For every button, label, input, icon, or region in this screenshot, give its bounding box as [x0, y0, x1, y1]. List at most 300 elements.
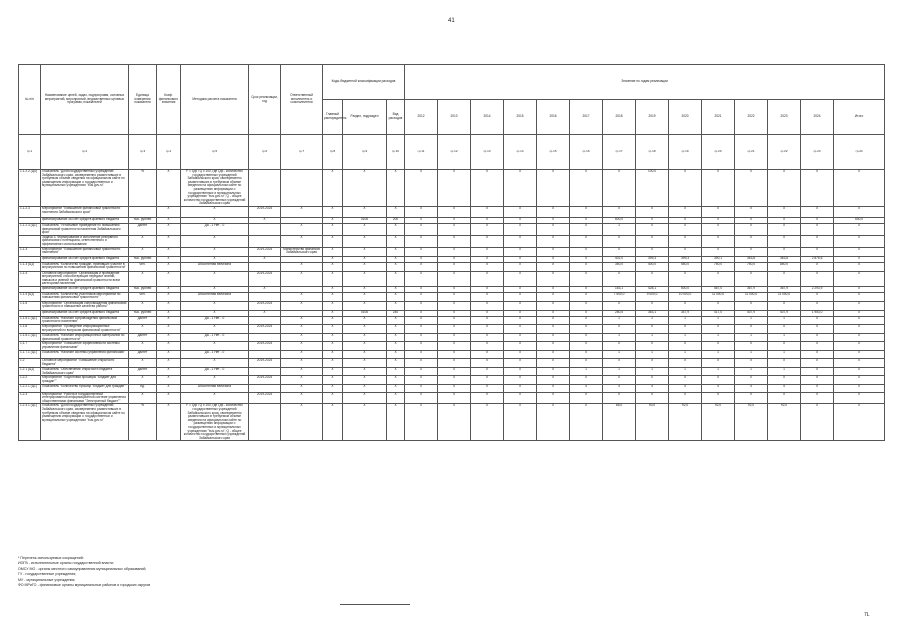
- row-value: X: [801, 316, 834, 324]
- header-responsible: Ответственный исполнитель и соисполнители: [281, 65, 323, 135]
- row-value: X: [438, 256, 471, 262]
- row-value: 1: [735, 368, 768, 376]
- header-num: № п/п: [19, 65, 41, 135]
- row-unit: чел.: [129, 292, 157, 301]
- row-value: X: [438, 301, 471, 310]
- row-value: X: [570, 334, 603, 342]
- row-value: X: [471, 316, 504, 324]
- row-value: X: [570, 325, 603, 334]
- row-value: X: [669, 170, 702, 207]
- column-number: гр.6: [249, 135, 281, 170]
- row-value: X: [438, 376, 471, 384]
- row-name: Показатель "Наличие сопровождения финансовой грамотности населения": [41, 316, 129, 324]
- row-value: 1: [768, 351, 801, 359]
- page-number: 41: [448, 18, 455, 24]
- row-grbs: X: [323, 384, 343, 392]
- row-value: X: [537, 217, 570, 223]
- row-value: X: [537, 292, 570, 301]
- row-value: X: [603, 342, 636, 351]
- row-value: X: [504, 217, 537, 223]
- row-method: Да - 1 Нет - 0: [181, 316, 249, 324]
- row-value: X: [504, 206, 537, 217]
- row-value: X: [471, 217, 504, 223]
- column-number: гр.15: [537, 135, 570, 170]
- row-value: 85,0: [603, 404, 636, 441]
- row-value: X: [768, 392, 801, 404]
- row-value: X: [801, 223, 834, 235]
- row-value: X: [504, 262, 537, 271]
- row-coef: X: [157, 392, 181, 404]
- row-expense: X: [387, 301, 405, 310]
- row-value: 1: [669, 334, 702, 342]
- row-value: X: [801, 376, 834, 384]
- row-expense: 200: [387, 217, 405, 223]
- row-value: X: [537, 404, 570, 441]
- row-value: X: [537, 206, 570, 217]
- row-responsible: X: [281, 368, 323, 376]
- row-value: 1: [735, 351, 768, 359]
- column-number: гр.4: [157, 135, 181, 170]
- row-expense: X: [387, 170, 405, 207]
- row-value: X: [405, 235, 438, 247]
- footer-rule: [340, 604, 410, 605]
- row-value: 750,0: [735, 262, 768, 271]
- row-value: 399,3: [636, 256, 669, 262]
- row-value: X: [537, 170, 570, 207]
- row-value: X: [471, 301, 504, 310]
- row-value: X: [537, 271, 570, 286]
- row-value: 4: [669, 384, 702, 392]
- header-budget-codes: Коды бюджетной классификации расходов: [323, 65, 405, 100]
- row-value: 1: [603, 334, 636, 342]
- row-method: X: [181, 235, 249, 247]
- header-year: Итого: [834, 100, 885, 135]
- header-year: 2023: [768, 100, 801, 135]
- row-grbs: X: [323, 256, 343, 262]
- row-grbs: X: [323, 392, 343, 404]
- row-value: X: [834, 206, 885, 217]
- header-section: Раздел, подраздел: [343, 100, 387, 135]
- row-value: X: [405, 256, 438, 262]
- row-value: X: [636, 342, 669, 351]
- row-value: 407,9: [735, 310, 768, 316]
- row-expense: X: [387, 286, 405, 292]
- column-number: гр.20: [702, 135, 735, 170]
- row-expense: X: [387, 384, 405, 392]
- row-value: X: [504, 351, 537, 359]
- row-number: 1.1.2.2 (Ц4): [19, 170, 41, 207]
- row-value: X: [504, 247, 537, 256]
- row-value: X: [471, 351, 504, 359]
- row-method: Абсолютная величина: [181, 384, 249, 392]
- row-value: X: [768, 359, 801, 368]
- row-value: X: [570, 235, 603, 247]
- row-name: Мероприятие "Работа в государственной интегрированной информационной системе управления общественными финансами "Электронный бюджет"": [41, 392, 129, 404]
- row-grbs: X: [323, 351, 343, 359]
- row-method: X: [181, 392, 249, 404]
- row-value: X: [636, 223, 669, 235]
- row-number: 1.1.3 (Ц1): [19, 262, 41, 271]
- row-value: 1: [702, 368, 735, 376]
- row-number: 1.1.4: [19, 271, 41, 286]
- row-expense: X: [387, 376, 405, 384]
- row-method: Да - 1 Нет - 0: [181, 334, 249, 342]
- row-value: X: [405, 342, 438, 351]
- row-value: X: [405, 223, 438, 235]
- row-value: X: [735, 217, 768, 223]
- row-value: X: [504, 325, 537, 334]
- row-value: 1: [669, 368, 702, 376]
- row-grbs: X: [323, 359, 343, 368]
- row-value: X: [801, 235, 834, 247]
- table-row: [19, 247, 885, 256]
- row-grbs: X: [323, 262, 343, 271]
- row-value: X: [537, 235, 570, 247]
- row-value: 390,1: [702, 256, 735, 262]
- row-value: 4: [735, 384, 768, 392]
- column-number: гр.22: [768, 135, 801, 170]
- row-value: 350,0: [603, 262, 636, 271]
- row-expense: X: [387, 292, 405, 301]
- row-unit: X: [129, 376, 157, 384]
- row-coef: X: [157, 334, 181, 342]
- note-line: МУ - муниципальные учреждения;: [18, 577, 76, 582]
- row-name: Мероприятие "Проведение информационных мероприятий по вопросам финансовой грамотности": [41, 325, 129, 334]
- column-number: гр.8: [323, 135, 343, 170]
- row-value: X: [405, 262, 438, 271]
- row-value: 1: [702, 351, 735, 359]
- row-number: 1.2.2.1 (Ц1): [19, 384, 41, 392]
- row-value: X: [504, 235, 537, 247]
- row-expense: X: [387, 256, 405, 262]
- row-value: 1: [735, 316, 768, 324]
- row-method: X: [181, 376, 249, 384]
- row-value: X: [603, 271, 636, 286]
- row-value: X: [636, 376, 669, 384]
- column-number: гр.13: [471, 135, 504, 170]
- row-section: X: [343, 206, 387, 217]
- row-value: X: [438, 223, 471, 235]
- row-value: X: [537, 342, 570, 351]
- row-value: X: [504, 170, 537, 207]
- row-value: X: [735, 392, 768, 404]
- row-coef: X: [157, 359, 181, 368]
- row-value: X: [471, 392, 504, 404]
- row-value: X: [834, 235, 885, 247]
- row-method: Абсолютная величина: [181, 292, 249, 301]
- row-unit: тыс. рублей: [129, 256, 157, 262]
- row-number: 1.1.5: [19, 301, 41, 310]
- row-method: Абсолютная величина: [181, 262, 249, 271]
- row-value: X: [504, 368, 537, 376]
- row-grbs: X: [323, 271, 343, 286]
- row-coef: X: [157, 206, 181, 217]
- row-value: X: [636, 217, 669, 223]
- row-unit: X: [129, 271, 157, 286]
- row-unit: да/нет: [129, 223, 157, 235]
- row-section: 0106: [343, 217, 387, 223]
- row-value: X: [834, 170, 885, 207]
- table-row: [19, 392, 885, 404]
- row-coef: X: [157, 325, 181, 334]
- row-value: X: [504, 316, 537, 324]
- row-unit: да/нет: [129, 351, 157, 359]
- row-value: 1: [702, 316, 735, 324]
- row-name: Показатель "Обеспечение открытости бюджета Забайкальского края": [41, 368, 129, 376]
- row-coef: X: [157, 316, 181, 324]
- row-value: X: [438, 271, 471, 286]
- row-value: X: [570, 351, 603, 359]
- row-number: [19, 235, 41, 247]
- row-responsible: X: [281, 376, 323, 384]
- row-method: Да - 1 Нет - 0: [181, 223, 249, 235]
- row-term: [249, 223, 281, 235]
- row-name: Показатель "Доля государственных учреждений Забайкальского края, своевременно разместивших в требуемом объеме сведения на официальном сайте по размещению информации о государственных и муниципальных учреждениях "bus.gov.ru": [41, 404, 129, 441]
- column-number: гр.3: [129, 135, 157, 170]
- row-value: 850,0: [768, 262, 801, 271]
- row-value: X: [834, 376, 885, 384]
- row-grbs: X: [323, 170, 343, 207]
- row-name: Показатель "Наличие информационных материалов по финансовой грамотности": [41, 334, 129, 342]
- row-value: X: [834, 392, 885, 404]
- row-value: X: [537, 256, 570, 262]
- row-number: 1.1.5.1 (Ц1): [19, 316, 41, 324]
- row-value: X: [405, 247, 438, 256]
- row-number: 1.1.3: [19, 247, 41, 256]
- row-coef: X: [157, 170, 181, 207]
- note-line: ФО МРиГО - финансовые органы муниципальных районов и городских округов: [18, 583, 151, 588]
- row-grbs: X: [323, 301, 343, 310]
- row-term: 2019-2024: [249, 271, 281, 286]
- row-term: [249, 384, 281, 392]
- row-value: 11 000,0: [735, 292, 768, 301]
- row-responsible: X: [281, 351, 323, 359]
- row-grbs: X: [323, 206, 343, 217]
- row-name: Показатель "Количество брошюр "Бюджет для граждан"": [41, 384, 129, 392]
- row-value: X: [702, 392, 735, 404]
- row-coef: X: [157, 351, 181, 359]
- row-value: X: [570, 359, 603, 368]
- row-value: X: [537, 310, 570, 316]
- row-coef: X: [157, 342, 181, 351]
- row-value: X: [735, 170, 768, 207]
- row-value: 402,0: [603, 256, 636, 262]
- row-value: X: [471, 334, 504, 342]
- row-value: 363,8: [768, 256, 801, 262]
- row-value: X: [471, 384, 504, 392]
- row-value: 1: [702, 334, 735, 342]
- table-row: [19, 292, 885, 301]
- row-value: X: [438, 286, 471, 292]
- row-name: Основное мероприятие "Повышение открытости бюджета": [41, 359, 129, 368]
- row-value: X: [405, 368, 438, 376]
- row-section: X: [343, 256, 387, 262]
- row-value: X: [603, 376, 636, 384]
- row-value: X: [405, 217, 438, 223]
- row-expense: X: [387, 271, 405, 286]
- row-value: X: [768, 342, 801, 351]
- row-section: X: [343, 334, 387, 342]
- row-value: X: [735, 235, 768, 247]
- column-number: гр.12: [438, 135, 471, 170]
- row-value: X: [438, 404, 471, 441]
- table-row: [19, 235, 885, 247]
- row-method: X: [181, 301, 249, 310]
- row-value: X: [438, 310, 471, 316]
- row-unit: X: [129, 392, 157, 404]
- row-coef: X: [157, 235, 181, 247]
- row-method: Да - 1 Нет - 0: [181, 368, 249, 376]
- row-value: X: [471, 247, 504, 256]
- row-unit: X: [129, 325, 157, 334]
- header-year: 2020: [669, 100, 702, 135]
- row-value: X: [405, 404, 438, 441]
- row-value: 1 953,0: [801, 310, 834, 316]
- row-grbs: X: [323, 247, 343, 256]
- row-coef: X: [157, 223, 181, 235]
- row-value: X: [537, 359, 570, 368]
- row-unit: ед.: [129, 384, 157, 392]
- row-value: X: [570, 310, 603, 316]
- column-number: гр.7: [281, 135, 323, 170]
- row-value: X: [834, 342, 885, 351]
- table-row: [19, 316, 885, 324]
- row-term: 2019-2024: [249, 376, 281, 384]
- row-name: Мероприятие "Повышение финансовой грамотности населения": [41, 247, 129, 256]
- row-coef: X: [157, 262, 181, 271]
- header-year: 2024: [801, 100, 834, 135]
- row-name: финансирование за счет средств краевого бюджета: [41, 286, 129, 292]
- row-expense: X: [387, 342, 405, 351]
- row-value: 1: [636, 316, 669, 324]
- table-row: [19, 325, 885, 334]
- row-value: 4: [636, 384, 669, 392]
- row-expense: X: [387, 223, 405, 235]
- row-value: X: [669, 359, 702, 368]
- table-header-row: [19, 65, 885, 100]
- row-unit: X: [129, 247, 157, 256]
- row-value: X: [504, 392, 537, 404]
- row-section: X: [343, 292, 387, 301]
- header-coef: Коэф. финансового значения: [157, 65, 181, 135]
- row-unit: тыс. рублей: [129, 217, 157, 223]
- row-expense: X: [387, 235, 405, 247]
- row-value: X: [801, 206, 834, 217]
- row-value: X: [570, 223, 603, 235]
- row-number: 1.1.4 (Ц1): [19, 292, 41, 301]
- row-responsible: X: [281, 316, 323, 324]
- row-coef: X: [157, 292, 181, 301]
- row-responsible: X: [281, 384, 323, 392]
- row-value: X: [537, 392, 570, 404]
- row-responsible: X: [281, 359, 323, 368]
- row-value: X: [834, 316, 885, 324]
- row-value: X: [669, 247, 702, 256]
- row-value: 1: [603, 316, 636, 324]
- row-value: X: [702, 235, 735, 247]
- row-value: X: [570, 376, 603, 384]
- column-number: гр.11: [405, 135, 438, 170]
- column-number: гр.2: [41, 135, 129, 170]
- row-value: X: [834, 325, 885, 334]
- row-value: X: [405, 271, 438, 286]
- row-unit: [129, 206, 157, 217]
- row-number: 1.1.6.1 (Ц1): [19, 334, 41, 342]
- row-value: X: [735, 223, 768, 235]
- row-value: 2 876,6: [801, 256, 834, 262]
- row-value: X: [471, 292, 504, 301]
- row-unit: %: [129, 170, 157, 207]
- row-name: Показатель "Устойчивое проведение по повышению финансовой грамотности населения Забайкальского края": [41, 223, 129, 235]
- row-value: X: [504, 404, 537, 441]
- row-value: 1: [768, 334, 801, 342]
- row-value: X: [405, 170, 438, 207]
- row-value: X: [735, 301, 768, 310]
- row-value: X: [801, 368, 834, 376]
- row-coef: X: [157, 310, 181, 316]
- header-values: Значение по годам реализации: [405, 65, 885, 100]
- row-number: 1.1.2.3: [19, 206, 41, 217]
- row-value: X: [669, 206, 702, 217]
- row-value: 9 000,0: [636, 292, 669, 301]
- row-coef: X: [157, 404, 181, 441]
- header-grbs: Главный распорядитель: [323, 100, 343, 135]
- note-line: ГУ - государственные учреждения;: [18, 572, 77, 577]
- row-expense: X: [387, 262, 405, 271]
- row-value: X: [603, 235, 636, 247]
- row-section: X: [343, 271, 387, 286]
- row-value: X: [471, 170, 504, 207]
- row-expense: X: [387, 325, 405, 334]
- row-value: X: [768, 325, 801, 334]
- program-table: [18, 64, 885, 441]
- row-method: X: [181, 206, 249, 217]
- row-value: 407,9: [768, 310, 801, 316]
- row-coef: X: [157, 271, 181, 286]
- row-method: X: [181, 217, 249, 223]
- column-number: гр.16: [570, 135, 603, 170]
- row-unit: %: [129, 404, 157, 441]
- row-unit: тыс. рублей: [129, 286, 157, 292]
- row-responsible: X: [281, 271, 323, 286]
- row-value: X: [834, 271, 885, 286]
- row-responsible: X: [281, 325, 323, 334]
- row-value: X: [438, 316, 471, 324]
- row-value: X: [702, 359, 735, 368]
- row-value: X: [834, 359, 885, 368]
- row-responsible: [281, 170, 323, 207]
- row-responsible: X: [281, 334, 323, 342]
- row-value: X: [834, 286, 885, 292]
- row-expense: X: [387, 368, 405, 376]
- row-value: X: [834, 223, 885, 235]
- row-number: 1.1.7: [19, 342, 41, 351]
- row-coef: X: [157, 384, 181, 392]
- row-value: 1: [636, 334, 669, 342]
- row-value: X: [471, 286, 504, 292]
- row-term: [249, 235, 281, 247]
- row-value: X: [636, 247, 669, 256]
- row-unit: X: [129, 359, 157, 368]
- row-value: X: [405, 376, 438, 384]
- row-section: X: [343, 404, 387, 441]
- row-grbs: X: [323, 342, 343, 351]
- row-section: X: [343, 351, 387, 359]
- row-value: X: [669, 223, 702, 235]
- row-coef: X: [157, 368, 181, 376]
- row-value: X: [405, 310, 438, 316]
- row-value: 92,0: [702, 404, 735, 441]
